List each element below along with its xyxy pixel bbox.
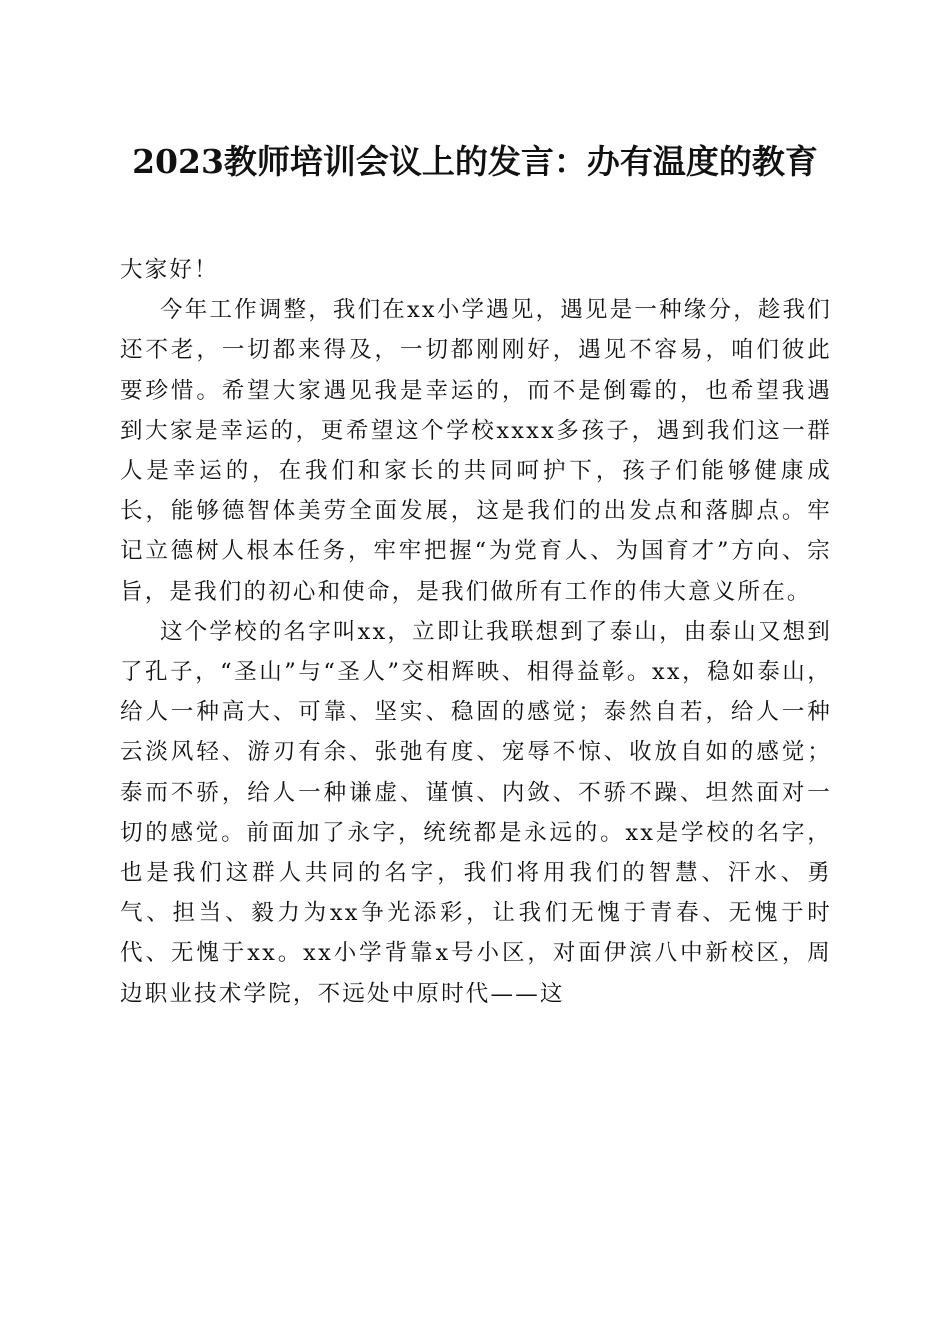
paragraph-1: 今年工作调整，我们在xx小学遇见，遇见是一种缘分，趁我们还不老，一切都来得及，一切都刚刚好，遇见不容易，咱们彼此要珍惜。希望大家遇见我是幸运的，而不是倒霉的，也希望我遇到大家是幸运的，更希望这个学校xxxx多孩子，遇到我们这一群人是幸运的，在我们和家长的共同呵护下，孩子们能够健康成长，能够德智体美劳全面发展，这是我们的出发点和落脚点。牢记立德树人根本任务，牢牢把握“为党育人、为国育才”方向、宗旨，是我们的初心和使命，是我们做所有工作的伟大意义所在。 — [120, 297, 832, 605]
greeting-line: 大家好！ — [120, 257, 219, 283]
document-body — [120, 250, 832, 1014]
paragraph-2: 这个学校的名字叫xx，立即让我联想到了泰山，由泰山又想到了孔子，“圣山”与“圣人”交相辉映、相得益彰。xx，稳如泰山，给人一种高大、可靠、坚实、稳固的感觉；泰然自若，给人一种云淡风轻、游刃有余、张弛有度、宠辱不惊、收放自如的感觉；泰而不骄，给人一种谦虚、谨慎、内敛、不骄不躁、坦然面对一切的感觉。前面加了永字，统统都是永远的。xx是学校的名字，也是我们这群人共同的名字，我们将用我们的智慧、汗水、勇气、担当、毅力为xx争光添彩，让我们无愧于青春、无愧于时代、无愧于xx。xx小学背靠x号小区，对面伊滨八中新校区，周边职业技术学院，不远处中原时代——这 — [120, 618, 832, 1007]
document-title: 2023教师培训会议上的发言：办有温度的教育 — [132, 142, 818, 181]
